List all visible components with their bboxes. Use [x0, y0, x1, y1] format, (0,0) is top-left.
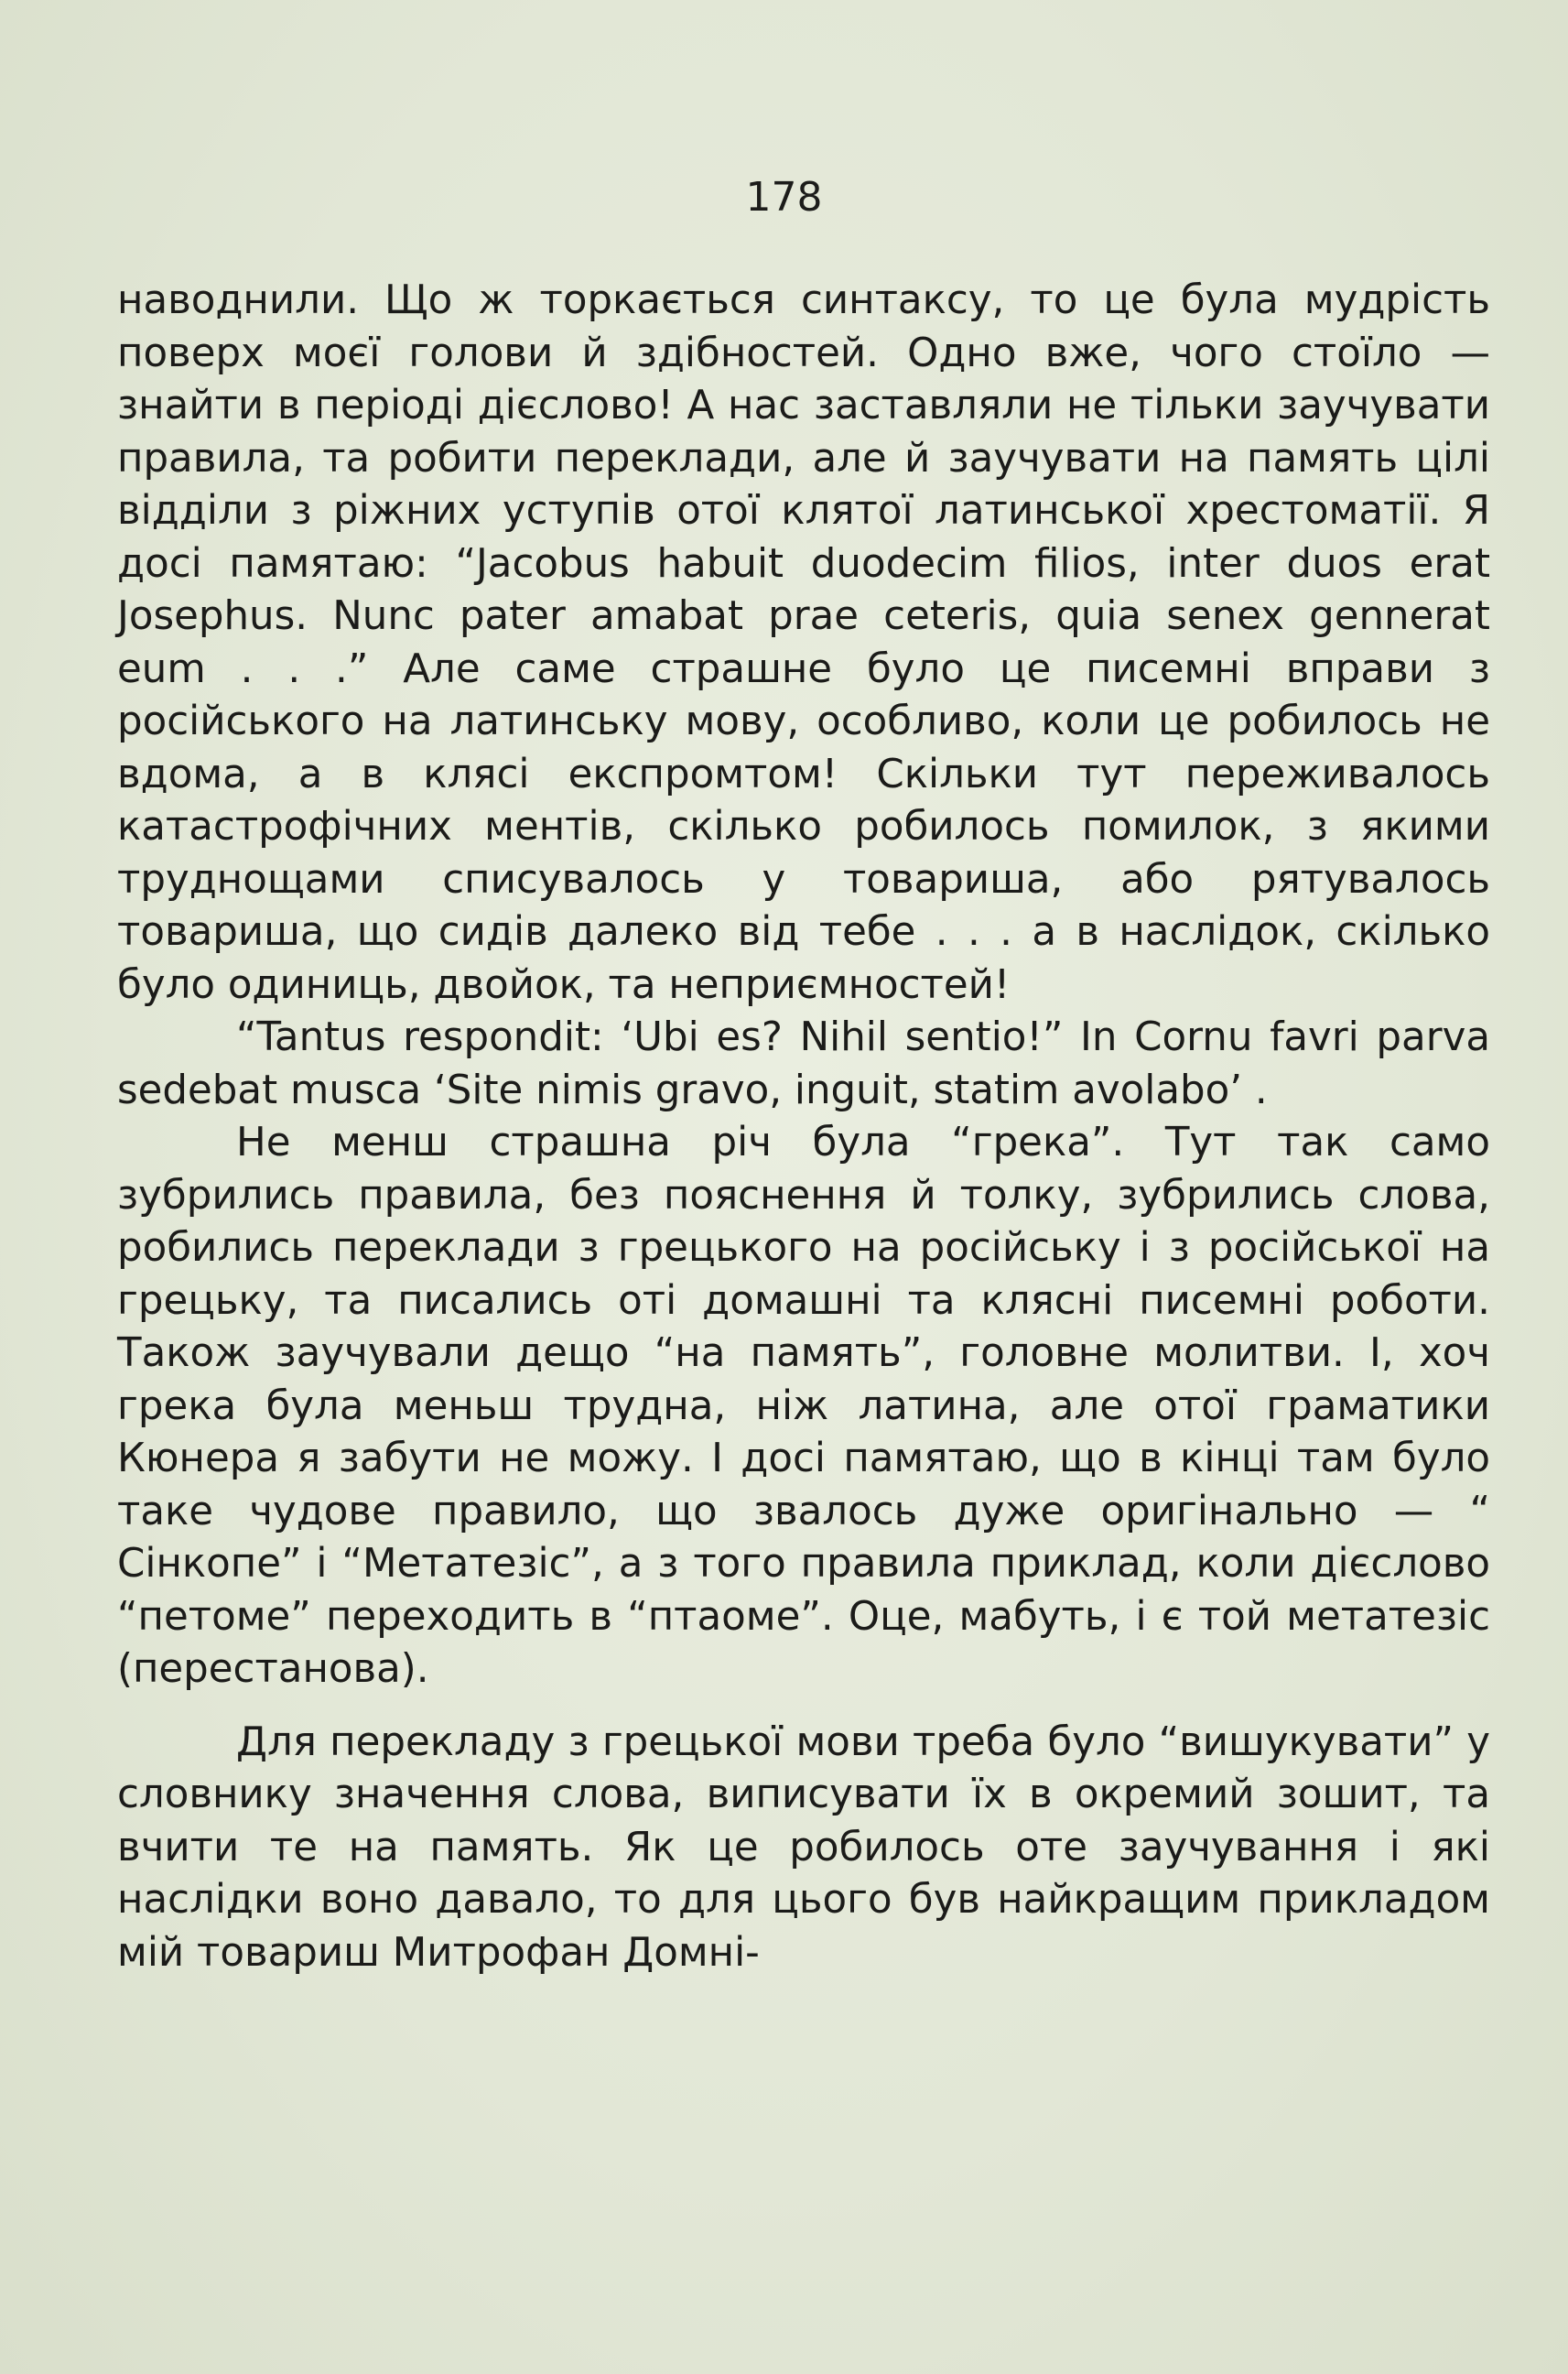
paragraph-2: “Tantus respondit: ‘Ubi es? Nihil sentio!” In Cornu favri parva sedebat musca ‘Site nimis gravo, inguit, statim avolabo’ . [117, 1014, 1490, 1113]
body-text [117, 275, 1490, 1979]
paragraph-1: наводнили. Що ж торкається синтаксу, то це була мудрість поверх моєї голови й здібностей. Одно вже, чого стоїло — знайти в періоді дієслово! А нас заставляли не тільки заучувати правила, та робити переклади, але й заучувати на память цілі відділи з ріжних уступів отої клятої латинської хрестоматії. Я досі памятаю: “Jacobus habuit duodecim filios, inter duos erat Josephus. Nunc pater amabat prae ceteris, quia senex gennerat eum . . .” Але саме страшне було це писемні вправи з російського на латинську мову, особливо, коли це робилось не вдома, а в клясі експромтом! Скільки тут переживалось катастрофічних ментів, скілько робилось помилок, з якими труднощами списувалось у товариша, або рятувалось товариша, що сидів далеко від тебе . . . а в наслідок, скілько було одиниць, двойок, та неприємностей! [117, 277, 1490, 1008]
paragraph-3: Не менш страшна річ була “грека”. Тут так само зубрились правила, без пояснення й толку, зубрились слова, робились переклади з грецького на російську і з російської на грецьку, та писались оті домашні та кляснi писемні роботи. Також заучували дещо “на память”, головне молитви. І, хоч грека була меньш трудна, ніж латина, але отої граматики Кюнера я забути не можу. І досі памятаю, що в кінці там було таке чудове правило, що звалось дуже оригінально — “ Сінкопе” і “Метатезіс”, а з того правила приклад, коли дієслово “петоме” переходить в “птаоме”. Оце, мабуть, і є той метатезіс (перестанова). [117, 1120, 1490, 1692]
page-number: 178 [745, 174, 823, 221]
paragraph-4: Для перекладу з грецької мови треба було “вишукувати” у словнику значення слова, виписувати їх в окремий зошит, та вчити те на память. Як це робилось оте заучування і які наслідки воно давало, то для цього був найкращим прикладом мій товариш Митрофан Домні- [117, 1718, 1490, 1976]
